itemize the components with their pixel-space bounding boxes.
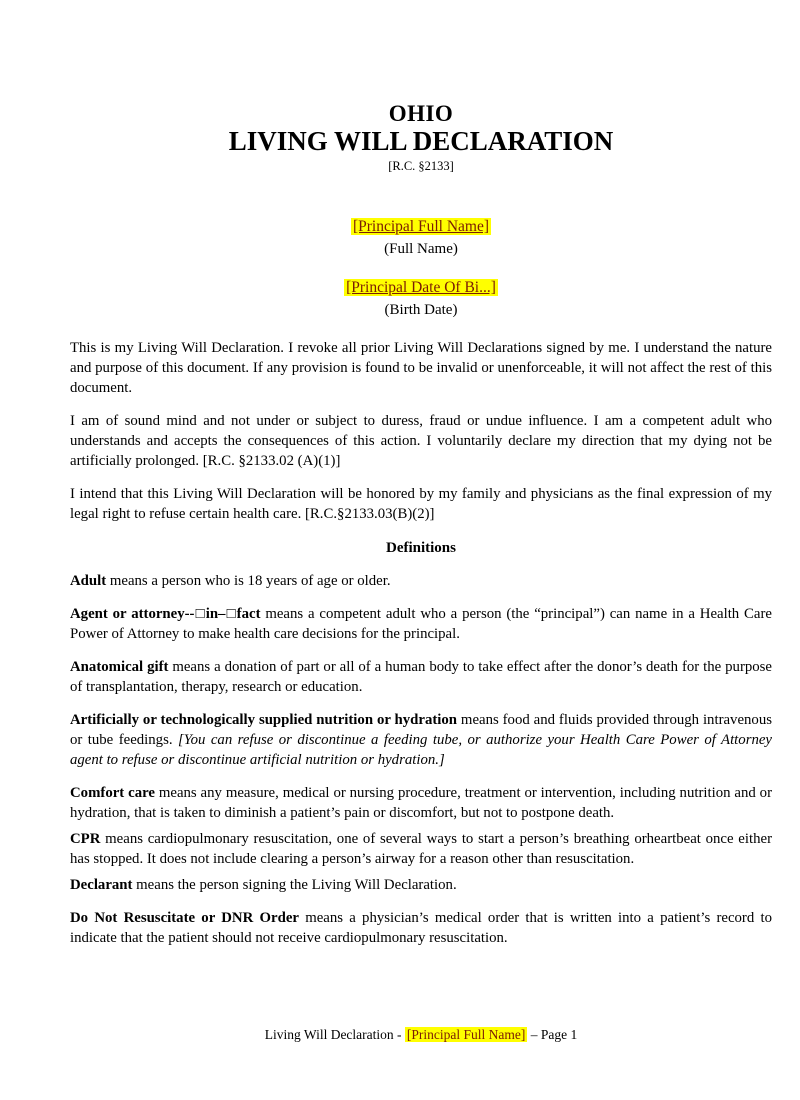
definition-term: Do Not Resuscitate or DNR Order — [70, 910, 299, 926]
document-title: LIVING WILL DECLARATION — [228, 126, 614, 156]
definition-term: Comfort care — [70, 785, 155, 801]
definition-term: Declarant — [70, 877, 133, 893]
definition-comfort-care — [70, 783, 772, 823]
footer-page-number: – Page 1 — [527, 1027, 578, 1042]
birth-date-field-group — [70, 279, 772, 321]
definition-dnr-order — [70, 908, 772, 948]
definition-text: means a physician’s medical order that is written into a patient’s record to indicate that the patient should not receive cardiopulmonary resuscitation. — [70, 910, 772, 946]
definition-anatomical-gift — [70, 657, 772, 697]
definition-text: means a donation of part or all of a human body to take effect after the donor’s death for the purpose of transplantation, therapy, research or education. — [70, 659, 772, 695]
definition-term: Artificially or technologically supplied nutrition or hydration — [70, 712, 458, 728]
definition-term: Agent or attorney--□in–□fact — [70, 606, 261, 622]
definition-text: means cardiopulmonary resuscitation, one of several ways to start a person’s breathing orheartbeat once either has stopped. It does not include clearing a person’s airway for a reason other than resuscitation. — [70, 831, 772, 867]
document-body — [70, 0, 772, 948]
principal-birth-date-field[interactable]: [Principal Date Of Bi...] — [346, 279, 496, 296]
intro-paragraph-2: I am of sound mind and not under or subject to duress, fraud or undue influence. I am a competent adult who understands and accepts the consequences of this action. I voluntarily declare my direction that my dying not be artificially prolonged. [R.C. §2133.02 (A)(1)] — [70, 413, 772, 469]
definition-adult — [70, 571, 772, 591]
footer-prefix: Living Will Declaration - — [264, 1027, 405, 1042]
birth-date-caption: (Birth Date) — [384, 302, 458, 318]
definition-term: CPR — [70, 831, 101, 847]
title-block — [70, 101, 772, 174]
definition-text: means the person signing the Living Will Declaration. — [132, 877, 457, 893]
statute-reference: [R.C. §2133] — [388, 159, 454, 173]
principal-full-name-field[interactable]: [Principal Full Name] — [352, 218, 490, 235]
intro-paragraph-1: This is my Living Will Declaration. I revoke all prior Living Will Declarations signed by me. I understand the nature and purpose of this document. If any provision is found to be invalid or unenforceable, it will not affect the rest of this document. — [70, 340, 772, 396]
intro-paragraph-3: I intend that this Living Will Declaration will be honored by my family and physicians as the final expression of my legal right to refuse certain health care. [R.C.§2133.03(B)(2)] — [70, 486, 772, 522]
definition-text: means food and fluids provided through intravenous or tube feedings. — [70, 712, 772, 748]
definition-term: Adult — [70, 573, 107, 589]
fields-block — [70, 218, 772, 321]
definition-italic-note: [You can refuse or discontinue a feeding tube, or authorize your Health Care Power of Attorney agent to refuse or discontinue artificial nutrition or hydration.] — [70, 732, 772, 768]
definitions-heading: Definitions — [385, 540, 456, 556]
definition-cpr — [70, 829, 772, 869]
definition-term: Anatomical gift — [70, 659, 169, 675]
definition-agent — [70, 604, 772, 644]
definition-artificial-nutrition — [70, 710, 772, 770]
definition-declarant — [70, 875, 772, 895]
body-text — [70, 338, 772, 948]
full-name-caption: (Full Name) — [384, 241, 458, 257]
definition-text: means a person who is 18 years of age or older. — [106, 573, 391, 589]
definition-text: means a competent adult who a person (the “principal”) can name in a Health Care Power of Attorney to make health care decisions for the principal. — [70, 606, 772, 642]
principal-name-field-group — [70, 218, 772, 260]
footer-principal-name-field[interactable]: [Principal Full Name] — [406, 1027, 526, 1042]
definition-text: means any measure, medical or nursing procedure, treatment or intervention, including nutrition and or hydration, that is taken to diminish a patient’s pain or discomfort, but not to postpone death. — [70, 785, 773, 821]
page-footer — [70, 1026, 772, 1044]
document-state-title: OHIO — [388, 101, 454, 126]
